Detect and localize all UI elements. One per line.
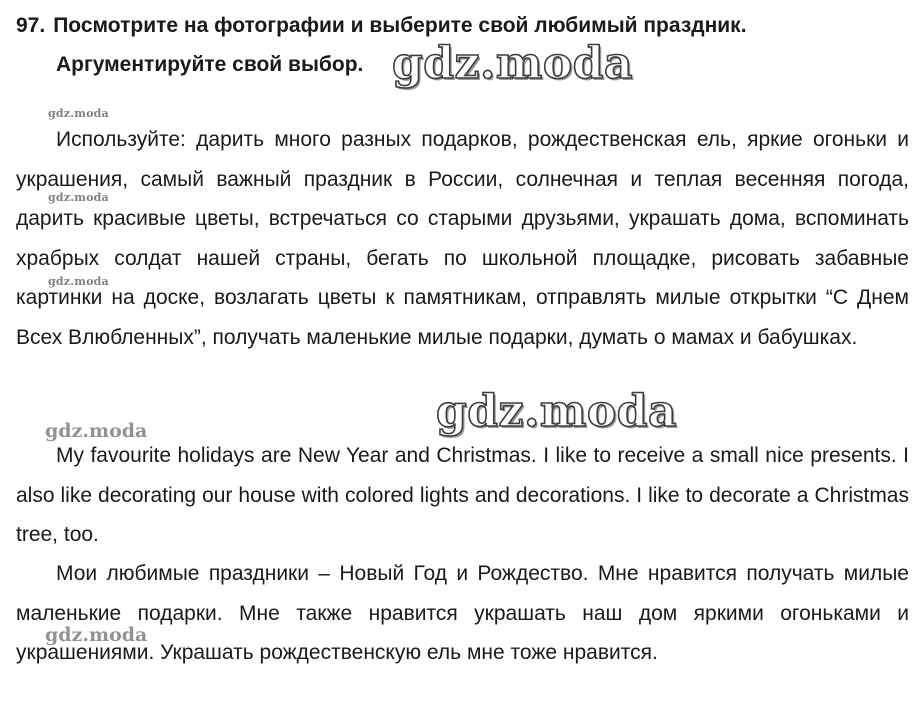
watermark-logo-small: gdz.moda: [48, 107, 109, 120]
watermark-logo-large: gdz.moda: [436, 386, 678, 437]
watermark-logo-large: gdz.moda: [392, 38, 634, 89]
watermark-logo-small: gdz.moda: [48, 275, 109, 288]
watermark-logo-medium: gdz.moda: [45, 624, 148, 646]
exercise-instruction-line-2: Аргументируйте свой выбор.: [56, 53, 364, 76]
watermark-logo-small: gdz.moda: [48, 191, 109, 204]
watermark-logo-medium: gdz.moda: [45, 420, 148, 442]
english-answer-paragraph: My favourite holidays are New Year and Christmas. I like to receive a small nice presents. I also like decorating our house with colored lights and decorations. I like to decorate a Christmas tree, too.: [16, 444, 909, 546]
russian-translation-paragraph: Мои любимые праздники – Новый Год и Рождество. Мне нравится получать милые маленькие подарки. Мне также нравится украшать наш дом яркими огоньками и украшениями. Украшать рождественскую ель мне тоже нравится.: [16, 562, 909, 664]
vocabulary-hint-paragraph: Используйте: дарить много разных подарков, рождественская ель, яркие огоньки и украшения, самый важный праздник в России, солнечная и теплая весенняя погода, дарить красивые цветы, встречаться со старыми друзьями, украшать дома, вспоминать храбрых солдат нашей страны, бегать по школьной площадке, рисовать забавные картинки на доске, возлагать цветы к памятникам, отправлять милые открытки “С Днем Всех Влюбленных”, получать маленькие милые подарки, думать о мамах и бабушках.: [16, 128, 909, 349]
exercise-number: 97.: [16, 14, 46, 37]
exercise-instruction-line-1: Посмотрите на фотографии и выберите свой любимый праздник.: [53, 14, 747, 37]
